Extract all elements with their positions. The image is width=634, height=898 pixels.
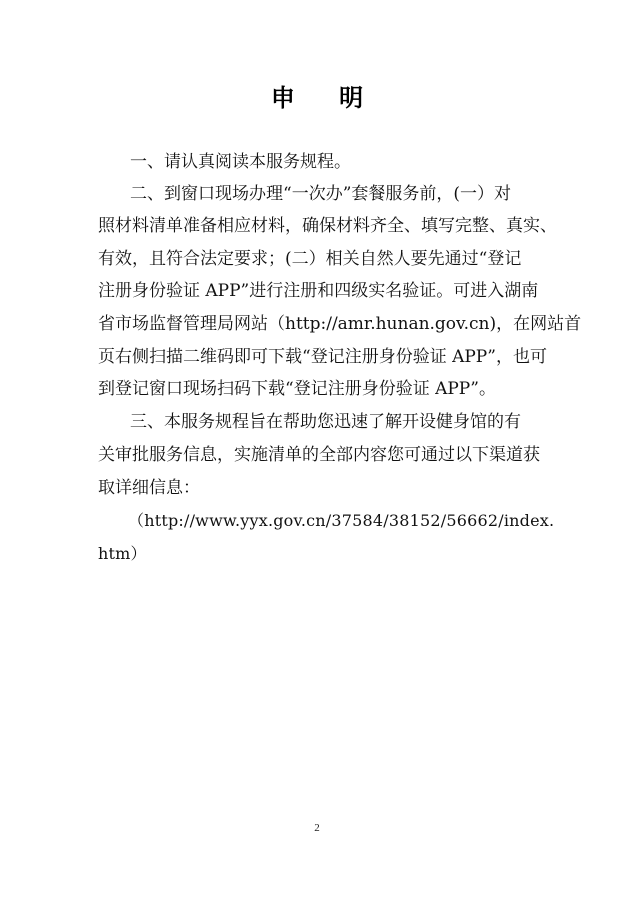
paragraph-line: 省市场监督管理局网站（http://amr.hunan.gov.cn)，在网站首 — [98, 314, 582, 334]
url-line: （http://www.yyx.gov.cn/37584/38152/56662/index. — [128, 511, 555, 530]
paragraph-line: 照材料清单准备相应材料，确保材料齐全、填写完整、真实、 — [98, 216, 557, 236]
paragraph-line: 页右侧扫描二维码即可下载“登记注册身份验证 APP”，也可 — [98, 347, 547, 367]
paragraph-line: 取详细信息： — [98, 478, 200, 498]
paragraph-line: 一、请认真阅读本服务规程。 — [130, 152, 351, 172]
paragraph-line: 关审批服务信息，实施清单的全部内容您可通过以下渠道获 — [98, 445, 540, 465]
page-number: 2 — [314, 822, 320, 834]
paragraph-line: 到登记窗口现场扫码下载“登记注册身份验证 APP”。 — [98, 379, 496, 399]
paragraph-line: 注册身份验证 APP”进行注册和四级实名验证。可进入湖南 — [98, 281, 539, 301]
url-line: htm） — [98, 544, 147, 563]
page-title: 申 明 — [270, 84, 382, 112]
paragraph-line: 有效，且符合法定要求；(二）相关自然人要先通过“登记 — [98, 249, 522, 269]
paragraph-line: 二、到窗口现场办理“一次办”套餐服务前，(一）对 — [130, 184, 512, 204]
paragraph-line: 三、本服务规程旨在帮助您迅速了解开设健身馆的有 — [130, 412, 521, 432]
